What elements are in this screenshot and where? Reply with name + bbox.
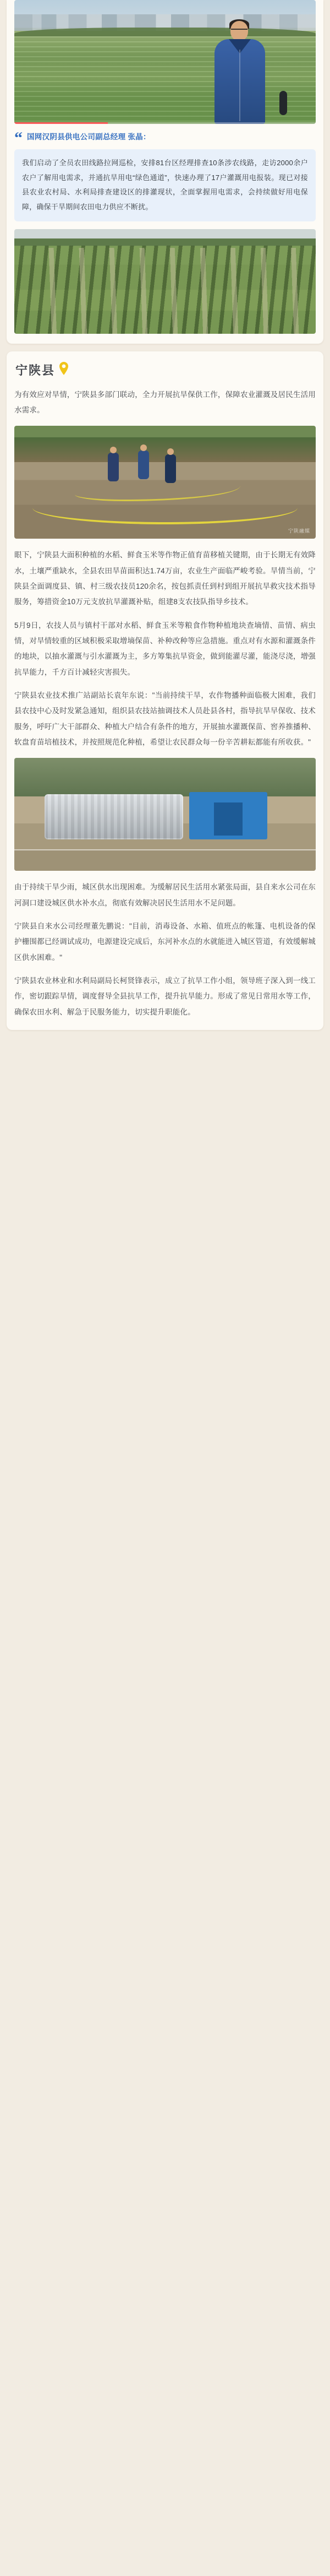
water-tank — [45, 794, 183, 839]
quote-mark-icon: “ — [14, 129, 23, 147]
photo-watermark: 宁陕融媒 — [288, 528, 310, 534]
irrigation-hose — [32, 491, 298, 524]
microphone-icon — [279, 91, 287, 115]
paragraph: 由于持续干旱少雨，城区供水出现困难。为缓解居民生活用水紧张局面，县自来水公司在东河洞口建设城区供水补水点，彻底有效解决居民生活用水不足问题。 — [14, 883, 316, 907]
blue-equipment-cabin — [189, 792, 267, 839]
glasses-icon — [231, 29, 248, 32]
ningshan-county-card — [7, 351, 323, 1031]
page-title: 宁陕县 — [15, 363, 56, 377]
ground — [14, 850, 316, 871]
location-pin-icon — [58, 361, 69, 378]
paddy-field-rows — [14, 36, 316, 124]
paragraph: 宁陕县农业林业和水利局副局长柯贤锋表示，成立了抗旱工作小组，领导班子深入到一线工作，密切跟踪旱情，调度督导全县抗旱工作，提升抗旱能力。形成了常见日常用水等工作，确保农田水利、解急于民服务能力，切实提升职能化。 — [14, 977, 316, 1016]
interviewee-figure — [212, 21, 267, 124]
interview-card — [7, 0, 323, 344]
cabin-door — [214, 802, 242, 836]
nursery-field-photo — [14, 229, 316, 334]
paragraph: 宁陕县自来水公司经理董先鹏说："目前，消毒设备、水箱、值班点的帐篷、电机设备的保护栅围都已经调试成功，电源建设完成后，东河补水点的水就能进入城区管道，有效缓解城区供水困难。" — [14, 922, 316, 962]
paragraph: 宁陕县农业技术推广站副站长袁年东说："当前持续干旱，农作物播种面临极大困难，我们县农技中心及时发紧急通知，组织县农技站抽调技术人员赴县各村，指导抗旱早保收、技术服务，呼吁广大干部群众、种植大户结合有条件的地方，开展抽水灌溉保苗、窖养推播种、软盘育苗培植技术，并按照规范化种植，希望让农民群众每一份辛苦耕耘都能有所收获。" — [14, 691, 316, 747]
speaker-quote-text: 我们启动了全员农田线路拉网巡检，安排81台区经理排查10条涉农线路，走访2000余户农户了解用电需求，并通抗旱用电“绿色通道”，快速办理了17户灌溉用电报装。现已对接县农业农村局、水利局排查建设区的排灌现状，全面掌握用电需求，会持续做好用电保障，确保干旱期间农田电力供应不断扰。 — [14, 149, 316, 221]
video-progress-bar[interactable] — [14, 122, 316, 124]
section-heading — [15, 361, 316, 378]
water-supply-station-photo — [14, 758, 316, 871]
worker-figure — [138, 451, 149, 479]
interview-video-frame[interactable] — [14, 0, 316, 124]
worker-figure — [108, 453, 119, 481]
paragraph: 为有效应对旱情，宁陕县多部门联动，全力开展抗旱保供工作，保障农业灌溉及居民生活用水需求。 — [14, 390, 316, 414]
speaker-heading — [14, 129, 316, 147]
worker-figure — [165, 454, 176, 483]
paragraph: 5月9日，农技人员与镇村干部对水稻、鲜食玉米等粮食作物种植地块查墒情、苗情、病虫情，对旱情较重的区域积极采取增墒保苗、补种改种等应急措施。重点对有水源和灌溉条件的地块，以抽水灌溉与引水灌溉为主，多方筹集抗旱资金，做到能灌尽灌，能浇尽浇，增强抗旱能力，千方百计减轻灾害损失。 — [14, 621, 316, 676]
paragraph: 眼下，宁陕县大面积种植的水稻、鲜食玉米等作物正值育苗移植关键期，由于长期无有效降水，土壤严重缺水，全县农田旱苗面积达1.74万亩，农业生产面临严峻考验。旱情当前，宁陕县全面调度县、镇、村三级农技员120余名，按包抓责任到村到组开展抗旱救灾技术指导服务，筹措资金10万元支放抗旱灌溉补贴，组建8支农技队指导乡技术。 — [14, 551, 316, 606]
field-irrigation-photo — [14, 426, 316, 539]
article-page — [0, 0, 330, 1049]
tree-line — [14, 28, 316, 36]
jacket-zipper — [239, 50, 240, 121]
speaker-title: 国网汉阴县供电公司副总经理 张晶： — [27, 133, 151, 141]
hillside — [14, 758, 316, 796]
field-paths — [26, 248, 304, 334]
